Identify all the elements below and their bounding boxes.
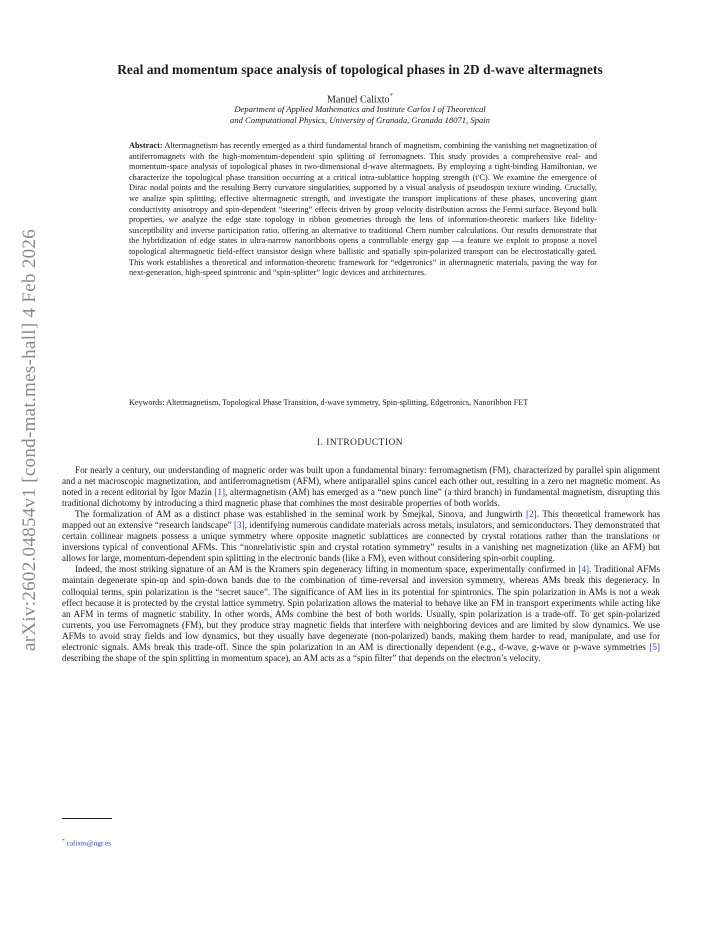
footnote <box>62 838 111 847</box>
citation-link[interactable]: [4] <box>578 564 590 575</box>
intro-paragraph-1: For nearly a century, our understanding of magnetic order was built upon a fundamental binary: ferromagnetism (FM), characterized by parallel spin alignment and a net macroscopic magnetization, and antiferromagnetism (AFM), where antiparallel spins cancel each other out, resulting in a zero net magnetic moment. As noted in a recent editorial by Igor Mazin [1], altermagnetism (AM) has emerged as a “new punch line” (a third branch) in fundamental magnetism, disrupting this traditional dichotomy by introducing a third magnetic phase that combines the most desirable properties of both worlds. <box>62 465 660 509</box>
arxiv-identifier: arXiv:2602.04854v1 [cond-mat.mes-hall] 4 Feb 2026 <box>19 228 40 652</box>
abstract-label: Abstract: <box>129 141 163 150</box>
abstract-text: Altermagnetism has recently emerged as a third fundamental branch of magnetism, combining the vanishing net magnetization of antiferromagnets with the high-momentum-dependent spin splitting of ferromagnets. This study provides a comprehensive real- and momentum-space analysis of topological phases in two-dimensional d-wave altermagnets. By employing a tight-binding Hamiltonian, we characterize the topological phase transition occurring at a critical intra-sublattice hopping strength (t′C). We examine the emergence of Dirac nodal points and the resulting Berry curvature singularities, supported by a visual analysis of pseudospin texture winding. Crucially, we analize spin splitting, effective altermagnetic strength, and investigate the transport implications of these phases, uncovering giant conductivity anisotropy and spin-dependent “steering” effects driven by group velocity distribution across the Fermi surface. Beyond bulk properties, we analyze the edge state topology in ribbon geometries through the lens of information-theoretic markers like fidelity-susceptibility and inverse participation ratio, offering an alternative to traditional Chern number calculations. Our results demonstrate that the hybridization of edge states in ultra-narrow nanoribbons opens a controllable energy gap —a feature we exploit to propose a novel topological altermagnetic field-effect transistor design where ballistic and spatially spin-polarized transport can be electrostatically gated. This work establishes a theoretical and information-theoretic framework for “edgetronics” in altermagnetic materials, paving the way for next-generation, high-speed spintronic and “spin-splitter” logic devices and architectures. <box>129 141 597 278</box>
author-footnote-mark[interactable]: * <box>389 92 393 100</box>
keywords: Keywords: Altermagnetism, Topological Phase Transition, d-wave symmetry, Spin-splitting, Edgetronics, Nanoribbon FET <box>129 398 529 407</box>
introduction-body <box>62 465 660 664</box>
citation-link[interactable]: [2] <box>526 509 537 520</box>
abstract <box>129 141 597 279</box>
affiliation-line-1: Department of Applied Mathematics and Institute Carlos I of Theoretical <box>234 104 486 114</box>
author-name: Manuel Calixto <box>327 94 390 106</box>
footnote-email-link[interactable]: calixto@ugr.es <box>66 838 111 848</box>
citation-link[interactable]: [5] <box>649 641 660 652</box>
footnote-mark: * <box>62 838 65 844</box>
citation-link[interactable]: [1] <box>214 487 226 498</box>
intro-paragraph-2: The formalization of AM as a distinct phase was established in the seminal work by Šmejkal, Sinova, and Jungwirth [2]. This theoretical framework has mapped out an extensive “research landscape” [3], identifying numerous candidate materials across metals, insulators, and semiconductors. They demonstrated that certain collinear magnets possess a unique symmetry where opposite magnetic sublattices are connected by crystal rotations rather than the translations or inversions typical of conventional AFMs. This “nonrelativistic spin and crystal rotation symmetry” results in a vanishing net magnetization (like an AFM) but allows for large, momentum-dependent spin splitting in the electronic bands (like a FM), even without considering spin-orbit coupling. <box>62 509 660 564</box>
footnote-rule <box>62 818 112 819</box>
affiliation <box>60 104 660 126</box>
intro-paragraph-3: Indeed, the most striking signature of an AM is the Kramers spin degeneracy lifting in momentum space, experimentally confirmed in [4]. Traditional AFMs maintain degenerate spin-up and spin-down bands due to the combination of time-reversal and inversion symmetry, whereas AMs break this degeneracy. In colloquial terms, spin polarization is the “secret sauce”. The significance of AM lies in its potential for spintronics. The spin polarization in AMs is not a weak effect because it is protected by the crystal lattice symmetry. Spin polarization allows the material to behave like an FM in transport experiments while acting like an AFM in terms of magnetic stability. In other words, AMs combine the best of both worlds. Usually, spin polarization is a trade-off. To get spin-polarized currents, you use Ferromagnets (FM), but they produce stray magnetic fields that interfere with neighboring devices and are limited by slow dynamics. We use AFMs to avoid stray fields and low dynamics, but they usually have degenerate (non-polarized) bands, making them harder to read, manipulate, and use for electronic signals. AMs break this trade-off. Since the spin polarization in an AM is directionally dependent (e.g., d-wave, g-wave or p-wave symmetries [5] describing the shape of the spin splitting in momentum space), an AM acts as a “spin filter” that depends on the electron’s velocity. <box>62 564 661 663</box>
affiliation-line-2: and Computational Physics, University of Granada, Granada 18071, Spain <box>230 115 490 125</box>
section-heading-introduction: I. INTRODUCTION <box>316 438 404 448</box>
citation-link[interactable]: [3] <box>234 520 245 531</box>
paper-title: Real and momentum space analysis of topological phases in 2D d-wave altermagnets <box>117 62 603 77</box>
arxiv-stamp <box>8 200 52 680</box>
